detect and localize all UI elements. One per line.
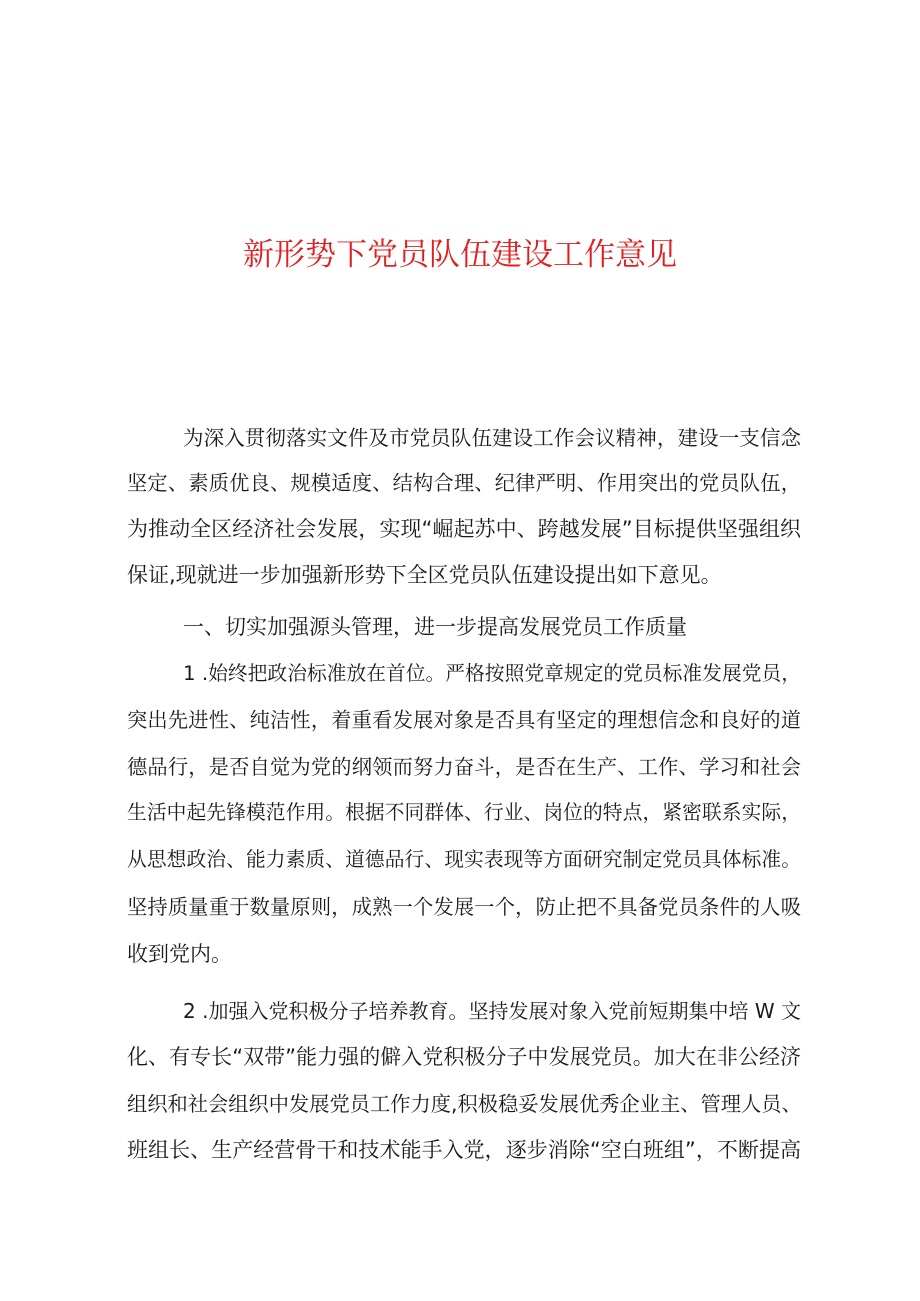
paragraph-line: 收到党内。 [127, 942, 232, 966]
paragraph-line: 班组长、生产经营骨干和技术能手入党，逐步消除“空白班组”，不断提高 [127, 1138, 801, 1162]
paragraph-line: 从思想政治、能力素质、道德品行、现实表现等方面研究制定党员具体标准。 [127, 848, 801, 871]
section-heading: 一、切实加强源头管理，进一步提高发展党员工作质量 [183, 615, 687, 639]
paragraph-line: 化、有专长“双带”能力强的僻入党积极分子中发展党员。加大在非公经济 [127, 1045, 801, 1069]
paragraph-line: 组织和社会组织中发展党员工作力度,积极稳妥发展优秀企业主、管理人员、 [127, 1092, 802, 1116]
paragraph-line: 保证,现就进一步加强新形势下全区党员队伍建设提出如下意见。 [127, 563, 722, 587]
paragraph-line: 为深入贯彻落实文件及市党员队伍建设工作会议精神，建设一支信念 [183, 426, 801, 450]
paragraph-line: 生活中起先锋模范作用。根据不同群体、行业、岗位的特点，紧密联系实际， [127, 801, 801, 824]
paragraph-line: 坚持质量重于数量原则，成熟一个发展一个，防止把不具备党员条件的人吸 [127, 895, 801, 919]
paragraph-line: 2 .加强入党积极分子培养教育。坚持发展对象入党前短期集中培 W 文 [183, 999, 801, 1023]
paragraph-line: 德品行，是否自觉为党的纲领而努力奋斗，是否在生产、工作、学习和社会 [127, 755, 801, 779]
paragraph-line: 坚定、素质优良、规模适度、结构合理、纪律严明、作用突出的党员队伍， [127, 471, 801, 495]
paragraph-line: 为推动全区经济社会发展，实现“崛起苏中、跨越发展”目标提供坚强组织 [127, 517, 801, 541]
paragraph-line: 突出先进性、纯洁性，着重看发展对象是否具有坚定的理想信念和良好的道 [127, 708, 801, 732]
document-title: 新形势下党员队伍建设工作意见 [243, 237, 677, 273]
paragraph-line: 1 .始终把政治标准放在首位。严格按照党章规定的党员标准发展党员， [183, 662, 801, 685]
